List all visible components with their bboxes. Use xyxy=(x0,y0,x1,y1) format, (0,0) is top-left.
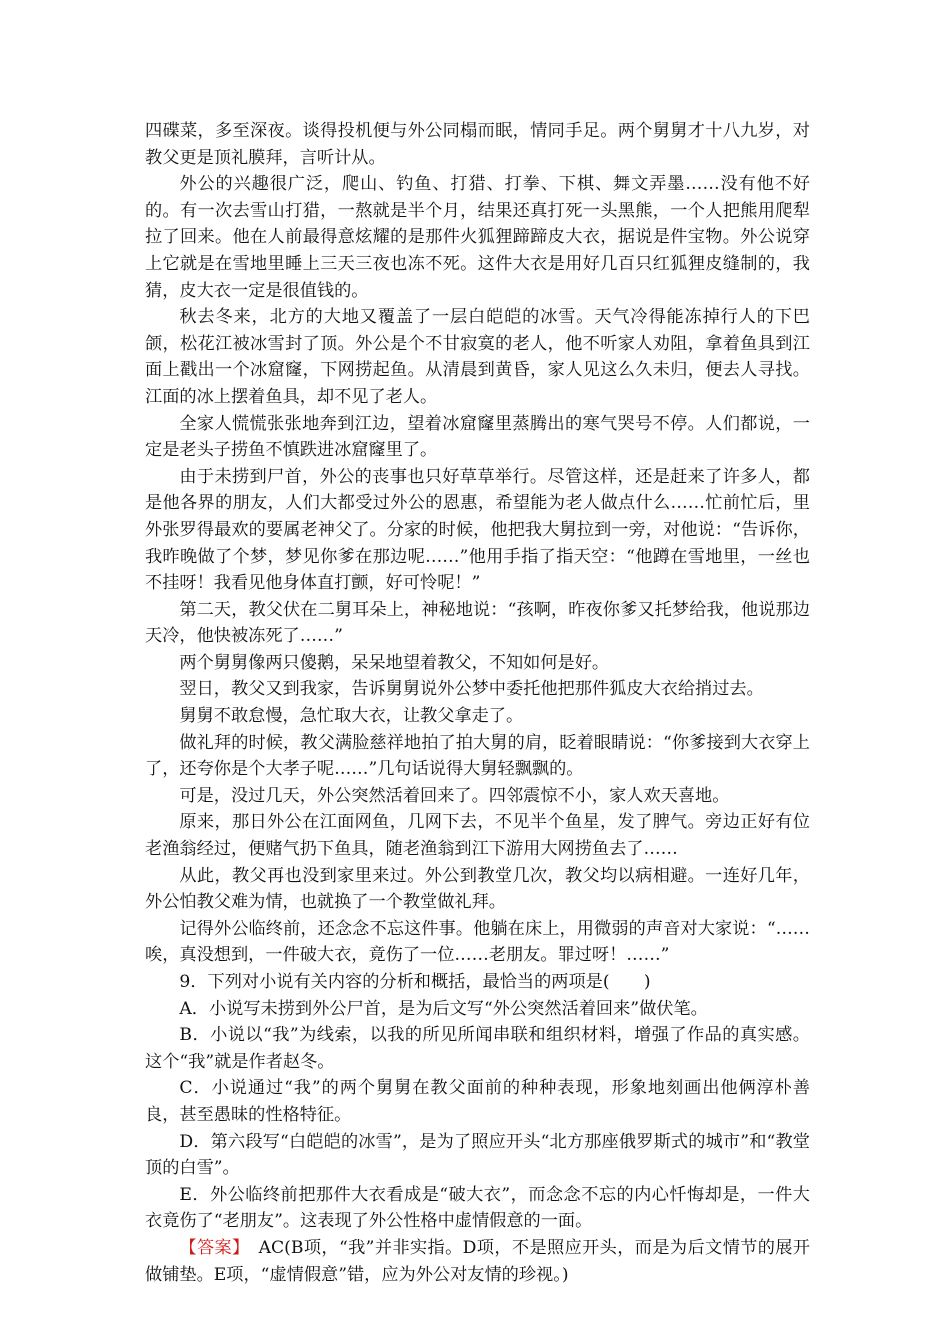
question-option-c: C．小说通过“我”的两个舅舅在教父面前的种种表现，形象地刻画出他俩淳朴善良，甚至愚昧的性格特征。 xyxy=(145,1078,810,1125)
story-paragraph: 从此，教父再也没到家里来过。外公到教堂几次，教父均以病相避。一连好几年，外公怕教父难为情，也就换了一个教堂做礼拜。 xyxy=(145,865,810,913)
story-paragraph: 舅舅不敢怠慢，急忙取大衣，让教父拿走了。 xyxy=(179,706,524,727)
document-page xyxy=(145,118,810,1288)
story-paragraph: 两个舅舅像两只傻鹅，呆呆地望着教父，不知如何是好。 xyxy=(179,652,610,673)
story-paragraph: 记得外公临终前，还念念不忘这件事。他躺在床上，用微弱的声音对大家说：“……唉，真没想到，一件破大衣，竟伤了一位……老朋友。罪过呀！……” xyxy=(145,918,810,966)
story-paragraph: 全家人慌慌张张地奔到江边，望着冰窟窿里蒸腾出的寒气哭号不停。人们都说，一定是老头子捞鱼不慎跌进冰窟窿里了。 xyxy=(145,413,810,461)
story-paragraph: 做礼拜的时候，教父满脸慈祥地拍了拍大舅的肩，眨着眼睛说：“你爹接到大衣穿上了，还夸你是个大孝子呢……”几句话说得大舅轻飘飘的。 xyxy=(145,732,810,780)
question-option-a: A．小说写未捞到外公尸首，是为后文写“外公突然活着回来”做伏笔。 xyxy=(179,998,708,1019)
answer-text: AC(B项，“我”并非实指。D项，不是照应开头，而是为后文情节的展开做铺垫。E项，“虚情假意”错，应为外公对友情的珍视。) xyxy=(145,1237,810,1285)
story-paragraph: 第二天，教父伏在二舅耳朵上，神秘地说：“孩啊，昨夜你爹又托梦给我，他说那边天冷，他快被冻死了……” xyxy=(145,599,810,647)
story-paragraph: 由于未捞到尸首，外公的丧事也只好草草举行。尽管这样，还是赶来了许多人，都是他各界的朋友，人们大都受过外公的恩惠，希望能为老人做点什么……忙前忙后，里外张罗得最欢的要属老神父了。分家的时候，他把我大舅拉到一旁，对他说：“告诉你，我昨晚做了个梦，梦见你爹在那边呢……”他用手指了指天空：“他蹲在雪地里，一丝也不挂呀！我看见他身体直打颤，好可怜呢！” xyxy=(145,466,810,594)
story-paragraph: 翌日，教父又到我家，告诉舅舅说外公梦中委托他把那件狐皮大衣给捎过去。 xyxy=(179,679,764,700)
story-paragraph: 可是，没过几天，外公突然活着回来了。四邻震惊不小，家人欢天喜地。 xyxy=(179,785,730,806)
story-paragraph: 外公的兴趣很广泛，爬山、钓鱼、打猎、打拳、下棋、舞文弄墨……没有他不好的。有一次去雪山打猎，一熬就是半个月，结果还真打死一头黑熊，一个人把熊用爬犁拉了回来。他在人前最得意炫耀的是那件火狐狸蹄蹄皮大衣，据说是件宝物。外公说穿上它就是在雪地里睡上三天三夜也冻不死。这件大衣是用好几百只红狐狸皮缝制的，我猜，皮大衣一定是很值钱的。 xyxy=(145,174,810,301)
answer-label: 【答案】 xyxy=(179,1237,242,1258)
story-paragraph: 四碟菜，多至深夜。谈得投机便与外公同榻而眠，情同手足。两个舅舅才十八九岁，对教父更是顶礼膜拜，言听计从。 xyxy=(145,121,810,168)
question-stem: 9．下列对小说有关内容的分析和概括，最恰当的两项是( ) xyxy=(179,972,651,992)
answer-block xyxy=(145,1235,810,1288)
question-option-e: E．外公临终前把那件大衣看成是“破大衣”，而念念不忘的内心忏悔却是，一件大衣竟伤了“老朋友”。这表现了外公性格中虚情假意的一面。 xyxy=(145,1184,810,1232)
question-option-d: D．第六段写“白皑皑的冰雪”，是为了照应开头“北方那座俄罗斯式的城市”和“教堂顶的白雪”。 xyxy=(145,1131,810,1179)
question-option-b: B．小说以“我”为线索，以我的所见所闻串联和组织材料，增强了作品的真实感。这个“我”就是作者赵冬。 xyxy=(145,1025,810,1072)
story-paragraph: 秋去冬来，北方的大地又覆盖了一层白皑皑的冰雪。天气冷得能冻掉行人的下巴颌，松花江被冰雪封了顶。外公是个不甘寂寞的老人，他不听家人劝阻，拿着鱼具到江面上戳出一个冰窟窿，下网捞起鱼。从清晨到黄昏，家人见这么久未归，便去人寻找。江面的冰上摆着鱼具，却不见了老人。 xyxy=(145,307,810,407)
story-paragraph: 原来，那日外公在江面网鱼，几网下去，不见半个鱼星，发了脾气。旁边正好有位老渔翁经过，便赌气扔下鱼具，随老渔翁到江下游用大网捞鱼去了…… xyxy=(145,812,810,860)
